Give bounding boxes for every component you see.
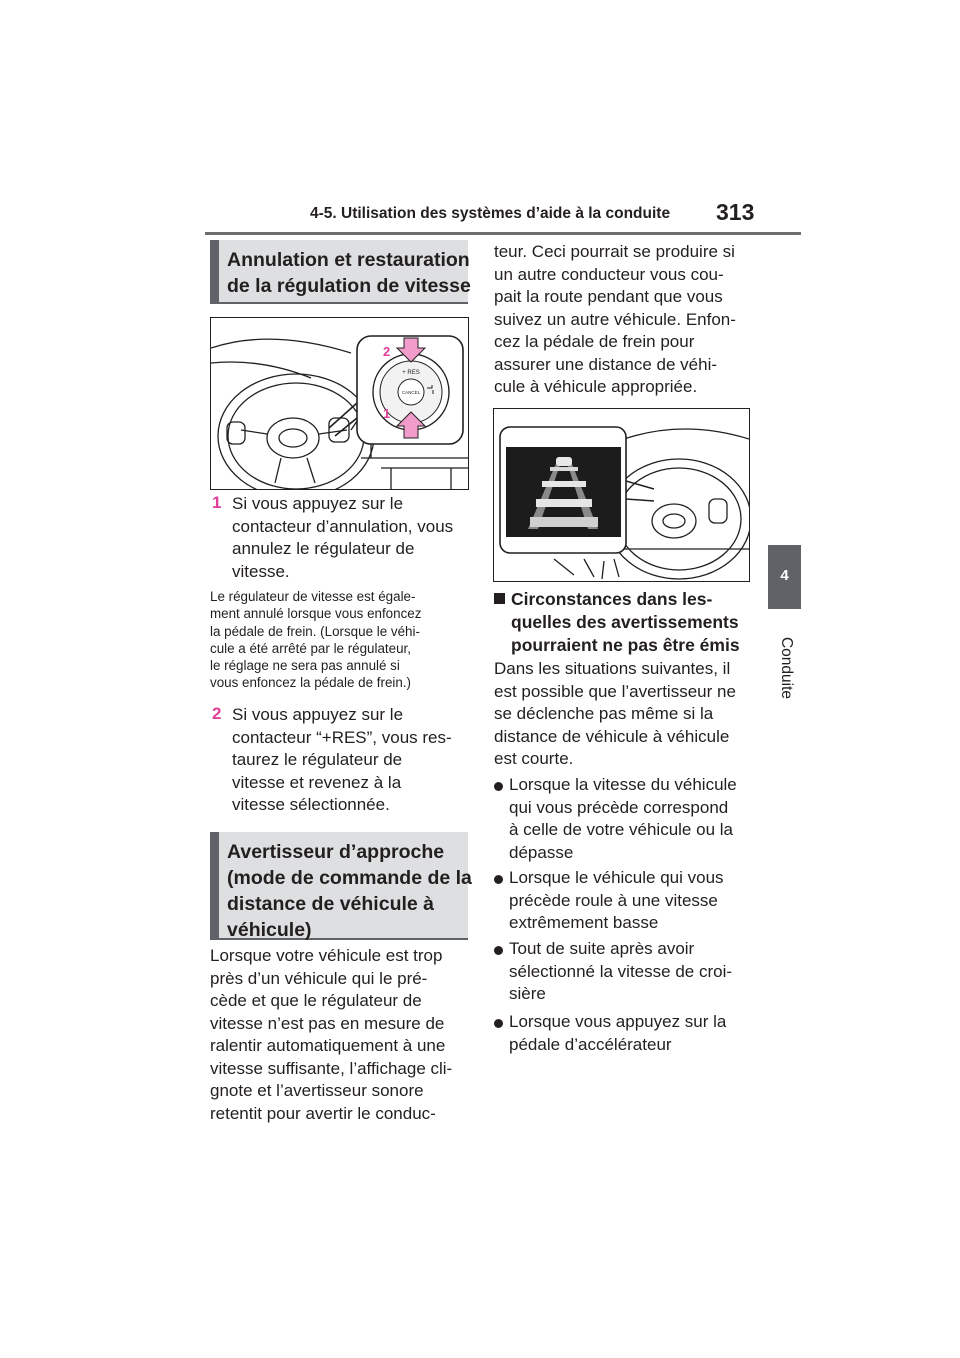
- step-number-2: 2: [212, 704, 222, 723]
- figure-steering-switch: [210, 317, 469, 490]
- bullet-item: [509, 774, 737, 864]
- bullet-icon: [494, 1019, 503, 1028]
- text-line: dépasse: [509, 842, 574, 862]
- continuation-paragraph: [494, 241, 736, 399]
- bullet-item: [509, 938, 732, 1006]
- distance-warning-display: [494, 409, 749, 581]
- section-heading-approach-warning: [210, 832, 472, 941]
- text-line: teur. Ceci pourrait se produire si: [494, 242, 735, 261]
- header-rule: [205, 232, 801, 235]
- text-line: vitesse et revenez à la: [232, 772, 402, 792]
- callout-1: 1: [383, 406, 391, 421]
- text-line: Le régulateur de vitesse est égale-: [210, 589, 416, 604]
- text-line: un autre conducteur vous cou-: [494, 264, 724, 284]
- text-line: Lorsque le véhicule qui vous: [509, 868, 724, 887]
- text-line: cule à véhicule appropriée.: [494, 377, 698, 396]
- bullet-icon: [494, 875, 503, 884]
- text-line: contacteur “+RES”, vous res-: [232, 727, 452, 747]
- text-line: Dans les situations suivantes, il: [494, 659, 731, 678]
- text-line: près d’un véhicule qui le pré-: [210, 968, 428, 988]
- text-line: la pédale de frein. (Lorsque le véhi-: [210, 623, 420, 639]
- step-1-text: [232, 493, 453, 583]
- text-line: cule a été arrêté par le régulateur,: [210, 640, 411, 656]
- text-line: est courte.: [494, 749, 574, 768]
- text-line: Lorsque votre véhicule est trop: [210, 946, 443, 965]
- text-line: gnote et l’avertisseur sonore: [210, 1081, 424, 1100]
- text-line: retentit pour avertir le conduc-: [210, 1103, 436, 1123]
- text-line: sélectionné la vitesse de croi-: [509, 961, 733, 981]
- text-line: est possible que l’avertisseur ne: [494, 681, 736, 701]
- circumstances-subheading: [494, 588, 740, 657]
- heading-line: Avertisseur d’approche: [227, 841, 445, 863]
- heading-line: Annulation et restauration: [227, 249, 470, 271]
- page-number: 313: [716, 199, 755, 225]
- square-bullet-icon: [494, 593, 505, 604]
- section-heading-cancel-resume: [210, 240, 471, 304]
- bullet-icon: [494, 782, 503, 791]
- text-line: ralentir automatiquement à une: [210, 1036, 446, 1055]
- subheading-line: quelles des avertissements: [511, 612, 739, 632]
- text-line: vitesse sélectionnée.: [232, 795, 390, 814]
- steering-wheel-illustration: [211, 318, 468, 489]
- text-line: ment annulé lorsque vous enfoncez: [210, 606, 422, 622]
- step-2-text: [232, 704, 452, 817]
- text-line: sière: [509, 984, 546, 1003]
- text-line: cède et que le régulateur de: [210, 991, 422, 1010]
- step-number-1: 1: [212, 493, 222, 512]
- heading-line: (mode de commande de la: [227, 867, 472, 889]
- chapter-tab-label: Conduite: [778, 636, 795, 700]
- subheading-line: Circonstances dans les-: [494, 588, 740, 611]
- text-line: le réglage ne sera pas annulé si: [210, 658, 400, 674]
- text-line: Lorsque vous appuyez sur la: [509, 1012, 727, 1031]
- subheading-line: pourraient ne pas être émis: [511, 635, 740, 655]
- text-line: vous enfoncez la pédale de frein.): [210, 675, 411, 691]
- text-line: distance de véhicule à véhicule: [494, 726, 730, 746]
- text-line: contacteur d’annulation, vous: [232, 516, 454, 536]
- text-line: cez la pédale de frein pour: [494, 332, 695, 351]
- chapter-tab-number: 4: [780, 567, 789, 584]
- text-line: Tout de suite après avoir: [509, 939, 695, 958]
- text-line: vitesse suffisante, l’affichage cli-: [210, 1058, 453, 1078]
- res-label: + RES: [402, 370, 420, 376]
- text-line: extrêmement basse: [509, 913, 659, 932]
- text-line: vitesse n’est pas en mesure de: [210, 1013, 445, 1033]
- text-line: annulez le régulateur de: [232, 539, 415, 558]
- heading-line: de la régulation de vitesse: [227, 275, 471, 297]
- text-line: à celle de votre véhicule ou la: [509, 820, 733, 839]
- intro-paragraph: [494, 658, 736, 771]
- text-line: précède roule à une vitesse: [509, 890, 718, 910]
- text-line: assurer une distance de véhi-: [494, 354, 718, 374]
- heading-line: distance de véhicule à: [227, 893, 435, 915]
- text-line: Si vous appuyez sur le: [232, 705, 404, 724]
- text-line: se déclenche pas même si la: [494, 704, 714, 723]
- bullet-item: [509, 867, 724, 935]
- callout-2: 2: [383, 344, 391, 359]
- approach-warning-paragraph: [210, 945, 452, 1125]
- text-line: qui vous précède correspond: [509, 797, 729, 817]
- heading-line: véhicule): [227, 919, 312, 941]
- text-line: taurez le régulateur de: [232, 750, 403, 769]
- cancel-label: CANCEL: [401, 390, 421, 395]
- note-text: [210, 588, 421, 692]
- text-line: pédale d’accélérateur: [509, 1034, 672, 1054]
- text-line: Lorsque la vitesse du véhicule: [509, 775, 737, 794]
- header-section-title: 4-5. Utilisation des systèmes d’aide à la conduite: [310, 205, 671, 222]
- figure-distance-warning: [493, 408, 750, 582]
- bullet-icon: [494, 946, 503, 955]
- text-line: vitesse.: [232, 561, 290, 581]
- text-line: pait la route pendant que vous: [494, 287, 723, 306]
- text-line: Si vous appuyez sur le: [232, 494, 404, 513]
- bullet-item: [509, 1011, 726, 1056]
- text-line: suivez un autre véhicule. Enfon-: [494, 309, 736, 329]
